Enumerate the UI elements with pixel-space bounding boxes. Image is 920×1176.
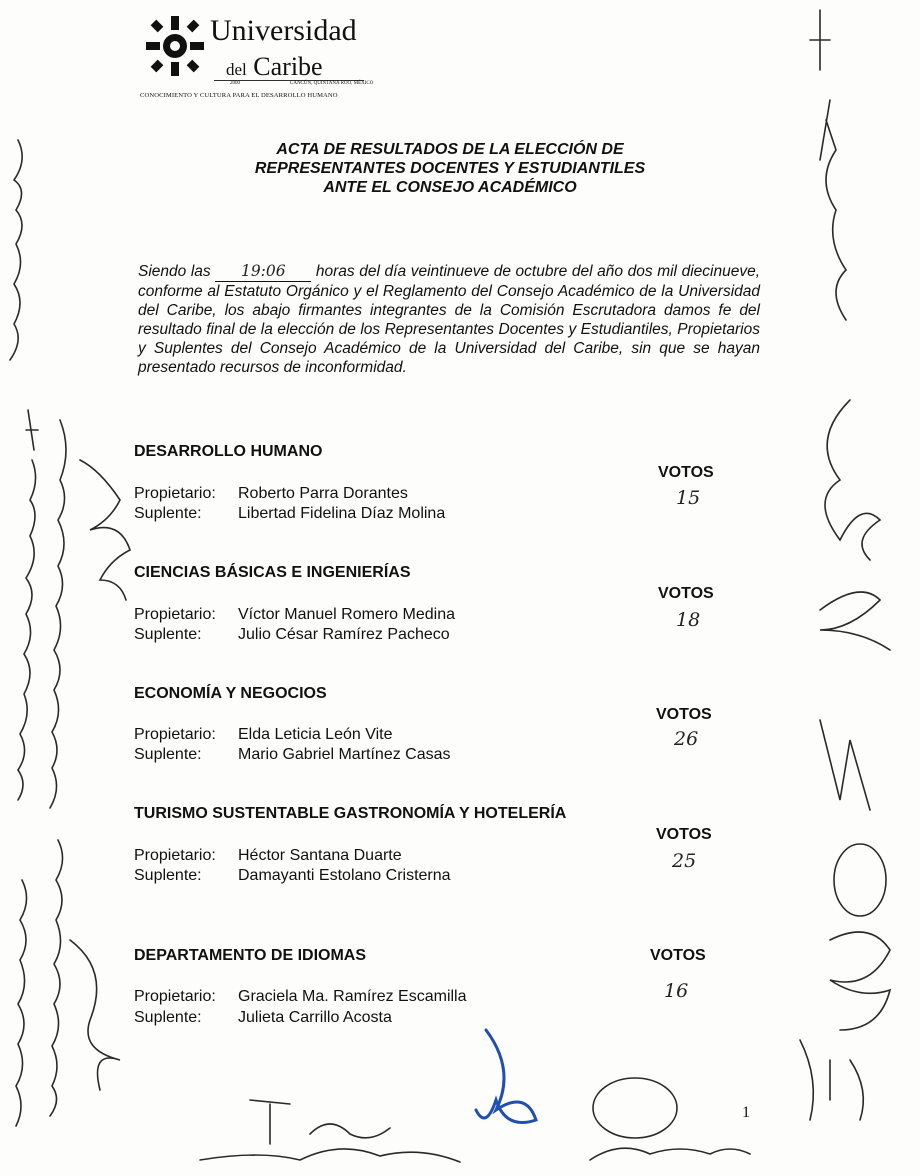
- title-line-3: ANTE EL CONSEJO ACADÉMICO: [323, 179, 577, 196]
- propietario-name: Héctor Santana Duarte: [238, 847, 402, 864]
- right-signature-1: [810, 10, 830, 70]
- right-signature-3: [825, 400, 880, 560]
- logo-motto: CONOCIMIENTO Y CULTURA PARA EL DESARROLLO HUMANO: [140, 92, 338, 99]
- right-signature-5: [820, 720, 870, 810]
- left-margin-mario-scribble: [70, 940, 120, 1090]
- title-line-2: REPRESENTANTES DOCENTES Y ESTUDIANTILES: [254, 160, 646, 177]
- votes-label: VOTOS: [658, 585, 714, 602]
- votes-label: VOTOS: [656, 826, 712, 843]
- left-margin-mario-name: [50, 840, 63, 1116]
- time-field: 19:06: [215, 262, 311, 282]
- department-name: DESARROLLO HUMANO: [134, 443, 323, 460]
- propietario-row: Propietario: Roberto Parra Dorantes: [134, 485, 408, 502]
- title-line-1: ACTA DE RESULTADOS DE LA ELECCIÓN DE: [276, 141, 624, 158]
- suplente-row: Suplente: Julio César Ramírez Pacheco: [134, 626, 450, 643]
- propietario-row: Propietario: Víctor Manuel Romero Medina: [134, 606, 455, 623]
- votes-count: 25: [672, 850, 697, 872]
- suplente-row: Suplente: Mario Gabriel Martínez Casas: [134, 746, 451, 763]
- logo-location: CANCÚN, QUINTANA ROO, MÉXICO: [290, 81, 374, 86]
- suplente-name: Damayanti Estolano Cristerna: [238, 867, 451, 884]
- votes-count: 18: [676, 609, 701, 631]
- bottom-signature-seal: [593, 1078, 677, 1138]
- propietario-row: Propietario: Graciela Ma. Ramírez Escamilla: [134, 988, 467, 1005]
- right-signature-4: [820, 592, 890, 650]
- votes-label: VOTOS: [650, 947, 706, 964]
- right-signature-8: [800, 1040, 863, 1120]
- intro-prefix: Siendo las: [138, 263, 211, 280]
- bottom-signature-1: [250, 1100, 390, 1144]
- propietario-row: Propietario: Elda Leticia León Vite: [134, 726, 393, 743]
- propietario-name: Graciela Ma. Ramírez Escamilla: [238, 988, 467, 1005]
- propietario-name: Elda Leticia León Vite: [238, 726, 393, 743]
- votes-count: 16: [664, 980, 689, 1002]
- propietario-name: Roberto Parra Dorantes: [238, 485, 408, 502]
- suplente-name: Julio César Ramírez Pacheco: [238, 626, 450, 643]
- suplente-row: Suplente: Damayanti Estolano Cristerna: [134, 867, 451, 884]
- intro-body: horas del día veintinueve de octubre del año dos mil diecinueve, conforme al Estatuto Orgánico y el Reglamento del Consejo Académico de la Universidad del Caribe, los abajo firmantes integrantes de la Comisión Escrutadora damos fe del resultado final de la elección de los Representantes Docentes y Estudiantiles, Propietarios y Suplentes del Consejo Académico de la Universidad del Caribe, sin que se hayan presentado recursos de inconformidad.: [138, 263, 761, 376]
- left-margin-mario-text: [16, 880, 27, 1126]
- logo-name-line2: del Caribe: [226, 52, 323, 81]
- right-signature-2: [820, 100, 846, 320]
- votes-count: 15: [676, 487, 701, 509]
- left-margin-candidate-name: [18, 410, 38, 800]
- bottom-signature-damayanti: [200, 1149, 460, 1162]
- logo-name-line1: Universidad: [210, 14, 357, 47]
- department-name: ECONOMÍA Y NEGOCIOS: [134, 685, 327, 702]
- votes-label: VOTOS: [656, 706, 712, 723]
- right-signature-7: [830, 932, 890, 1030]
- left-margin-candidate-text: [50, 420, 66, 808]
- votes-label: VOTOS: [658, 464, 714, 481]
- blue-ink-signature: [476, 1030, 536, 1123]
- propietario-row: Propietario: Héctor Santana Duarte: [134, 847, 402, 864]
- bottom-signature-yessenia: [590, 1148, 750, 1160]
- suplente-name: Mario Gabriel Martínez Casas: [238, 746, 451, 763]
- left-margin-signature-1: [10, 140, 22, 360]
- right-signature-6: [834, 844, 886, 916]
- logo-year: 2000: [230, 81, 240, 86]
- suplente-name: Julieta Carrillo Acosta: [238, 1009, 392, 1026]
- department-name: TURISMO SUSTENTABLE GASTRONOMÍA Y HOTELERÍA: [134, 805, 567, 822]
- propietario-name: Víctor Manuel Romero Medina: [238, 606, 455, 623]
- page-number: 1: [742, 1104, 750, 1121]
- suplente-name: Libertad Fidelina Díaz Molina: [238, 505, 446, 522]
- department-name: DEPARTAMENTO DE IDIOMAS: [134, 947, 367, 964]
- left-margin-scribble: [80, 460, 130, 600]
- votes-count: 26: [674, 728, 699, 750]
- suplente-row: Suplente: Libertad Fidelina Díaz Molina: [134, 505, 446, 522]
- department-name: CIENCIAS BÁSICAS E INGENIERÍAS: [134, 564, 411, 581]
- suplente-row: Suplente: Julieta Carrillo Acosta: [134, 1009, 392, 1026]
